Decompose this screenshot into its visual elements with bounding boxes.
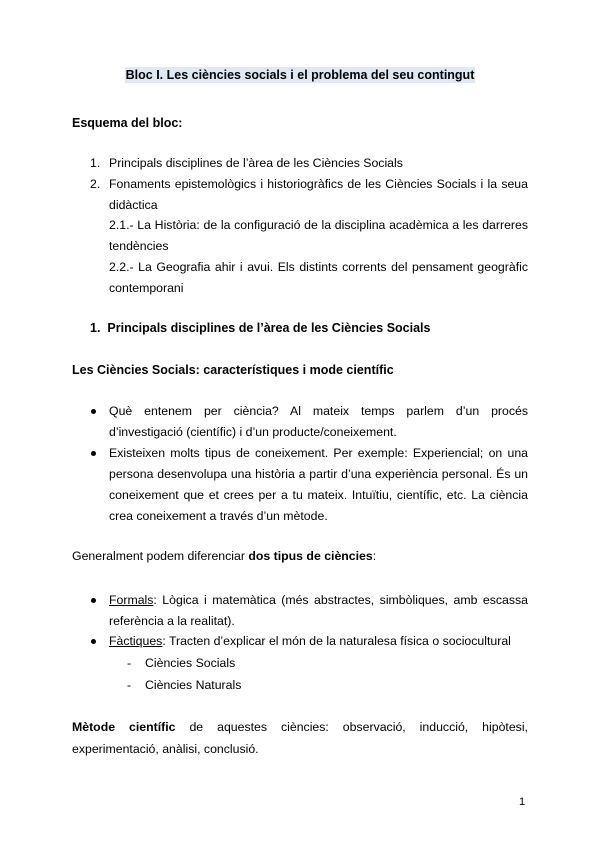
schema-item-text: Principals disciplines de l’àrea de les Ciències Socials [109,156,403,170]
schema-item-1 [90,153,528,174]
bullet-item-science [90,401,528,443]
schema-heading: Esquema del bloc: [72,116,183,130]
schema-item-number: 1. [90,156,101,170]
bullet-text: Fàctiques: Tracten d’explicar el món de la naturalesa física o sociocultural [109,634,511,648]
bullet-text: Formals: Lògica i matemàtica (més abstractes, simbòliques, amb escassa referència a la realitat). [109,593,528,628]
formals-label: Formals [109,593,154,607]
bullet-item-formals [90,590,528,632]
bullet-icon [91,409,96,414]
dash-text: Ciències Socials [145,656,236,670]
bullet-text: Què entenem per ciència? Al mateix temps parlem d’un procés d’investigació (científic) i d’un producte/coneixement. [109,404,528,439]
method-paragraph: Mètode científic de aquestes ciències: observació, inducció, hipòtesi, experimentació, anàlisi, conclusió. [72,720,528,756]
schema-subitem-2-1: 2.1.- La Història: de la configuració de la disciplina acadèmica a les darreres tendències [109,218,528,253]
schema-item-number: 2. [90,177,101,191]
bullet-item-knowledge [90,443,528,527]
factiques-label: Fàctiques [109,634,163,648]
dash-item-naturals [127,675,241,696]
section-1-number: 1. [90,321,101,335]
bullet-icon [91,451,96,456]
bullet-item-factiques [90,631,528,652]
general-bold: dos tipus de ciències [248,549,373,563]
bullet-text: Existeixen molts tipus de coneixement. Per exemple: Experiencial; on una persona desenvolupa una història a partir d’una experiència personal. És un coneixement que et crees per a tu mateix. Intuïtiu, científic, etc. La ciència crea coneixement a través d’un mètode. [109,446,528,523]
section-2-heading: Les Ciències Socials: característiques i mode científic [72,363,394,377]
bullet-icon [91,598,96,603]
dash-icon: - [127,656,132,670]
schema-item-2 [90,174,528,216]
bullet-icon [91,639,96,644]
general-paragraph: Generalment podem diferenciar dos tipus de ciències: [72,549,377,563]
dash-text: Ciències Naturals [145,678,242,692]
page-number: 1 [519,796,526,808]
schema-subitem-2-2: 2.2.- La Geografia ahir i avui. Els distints corrents del pensament geogràfic contemporani [109,260,528,295]
dash-icon: - [127,678,132,692]
schema-item-text: Fonaments epistemològics i historiogràfics de les Ciències Socials i la seua didàctica [109,177,528,212]
document-title: Bloc I. Les ciències socials i el problema del seu contingut [125,68,475,82]
method-bold: Mètode científic [72,720,176,734]
section-1-title: Principals disciplines de l’àrea de les Ciències Socials [107,321,431,335]
dash-item-socials [127,653,235,674]
section-1-heading [90,321,430,335]
